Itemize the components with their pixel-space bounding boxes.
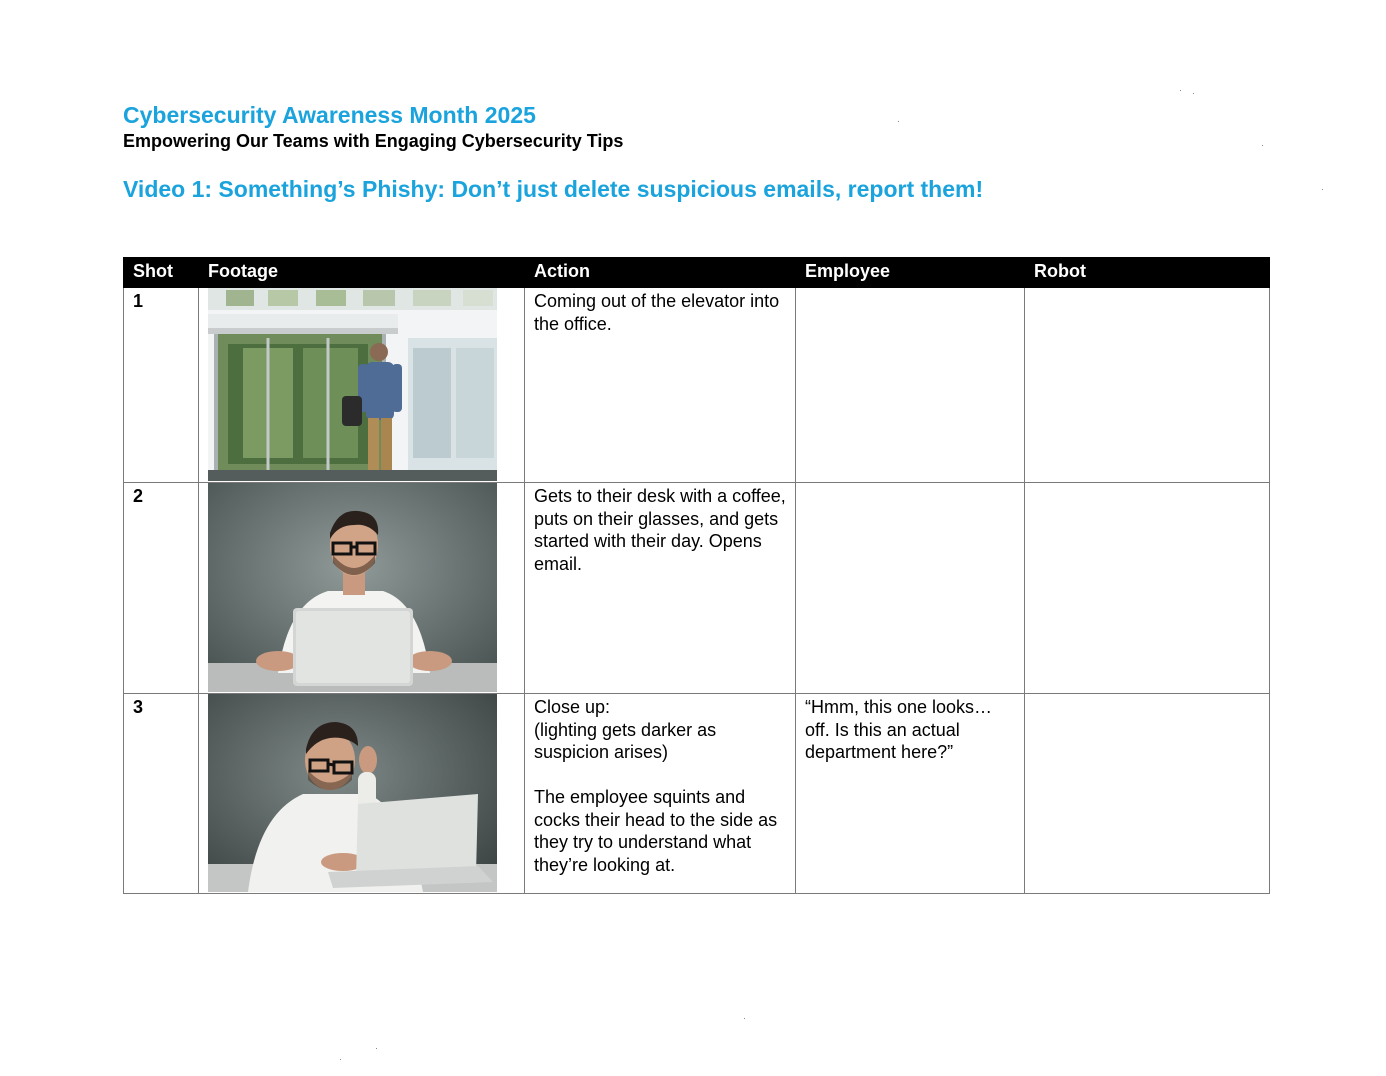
man-at-laptop-photo [208,483,497,692]
column-header-employee: Employee [796,258,1025,288]
table-row [124,288,1270,483]
action-cell [525,288,796,483]
footage-cell [199,694,525,894]
employee-text: “Hmm, this one looks…off. Is this an actual department here?” [805,697,993,762]
office-entrance-photo [208,288,497,481]
video-title: Video 1: Something’s Phishy: Don’t just delete suspicious emails, report them! [123,176,984,202]
table-row [124,694,1270,894]
employee-cell [796,483,1025,694]
action-text: Gets to their desk with a coffee, puts on their glasses, and gets started with their day. Opens email. [534,486,791,574]
footage-cell [199,288,525,483]
document-subtitle: Empowering Our Teams with Engaging Cybersecurity Tips [123,131,624,151]
robot-cell [1025,288,1270,483]
shot-number: 1 [124,288,199,483]
action-text: Close up: (lighting gets darker as suspicion arises) The employee squints and cocks their head to the side as they try to understand what they’re looking at. [534,697,778,875]
action-text: Coming out of the elevator into the office. [534,291,785,334]
storyboard-table [123,257,1270,894]
table-header-row [124,258,1270,288]
action-cell [525,483,796,694]
scan-speck [1262,145,1263,146]
column-header-footage: Footage [199,258,525,288]
man-squinting-at-laptop-photo [208,694,497,892]
scan-speck [340,1059,341,1060]
scan-speck [376,1048,377,1049]
robot-cell [1025,483,1270,694]
footage-cell [199,483,525,694]
scan-speck [744,1018,745,1019]
shot-number: 3 [124,694,199,894]
column-header-shot: Shot [124,258,199,288]
column-header-robot: Robot [1025,258,1270,288]
scan-speck [898,121,899,122]
scan-speck [1322,189,1323,190]
table-row [124,483,1270,694]
scan-speck [1193,93,1194,94]
scan-speck [1180,90,1181,91]
shot-number: 2 [124,483,199,694]
action-cell [525,694,796,894]
employee-cell [796,288,1025,483]
document-title: Cybersecurity Awareness Month 2025 [123,102,536,128]
robot-cell [1025,694,1270,894]
column-header-action: Action [525,258,796,288]
employee-cell [796,694,1025,894]
